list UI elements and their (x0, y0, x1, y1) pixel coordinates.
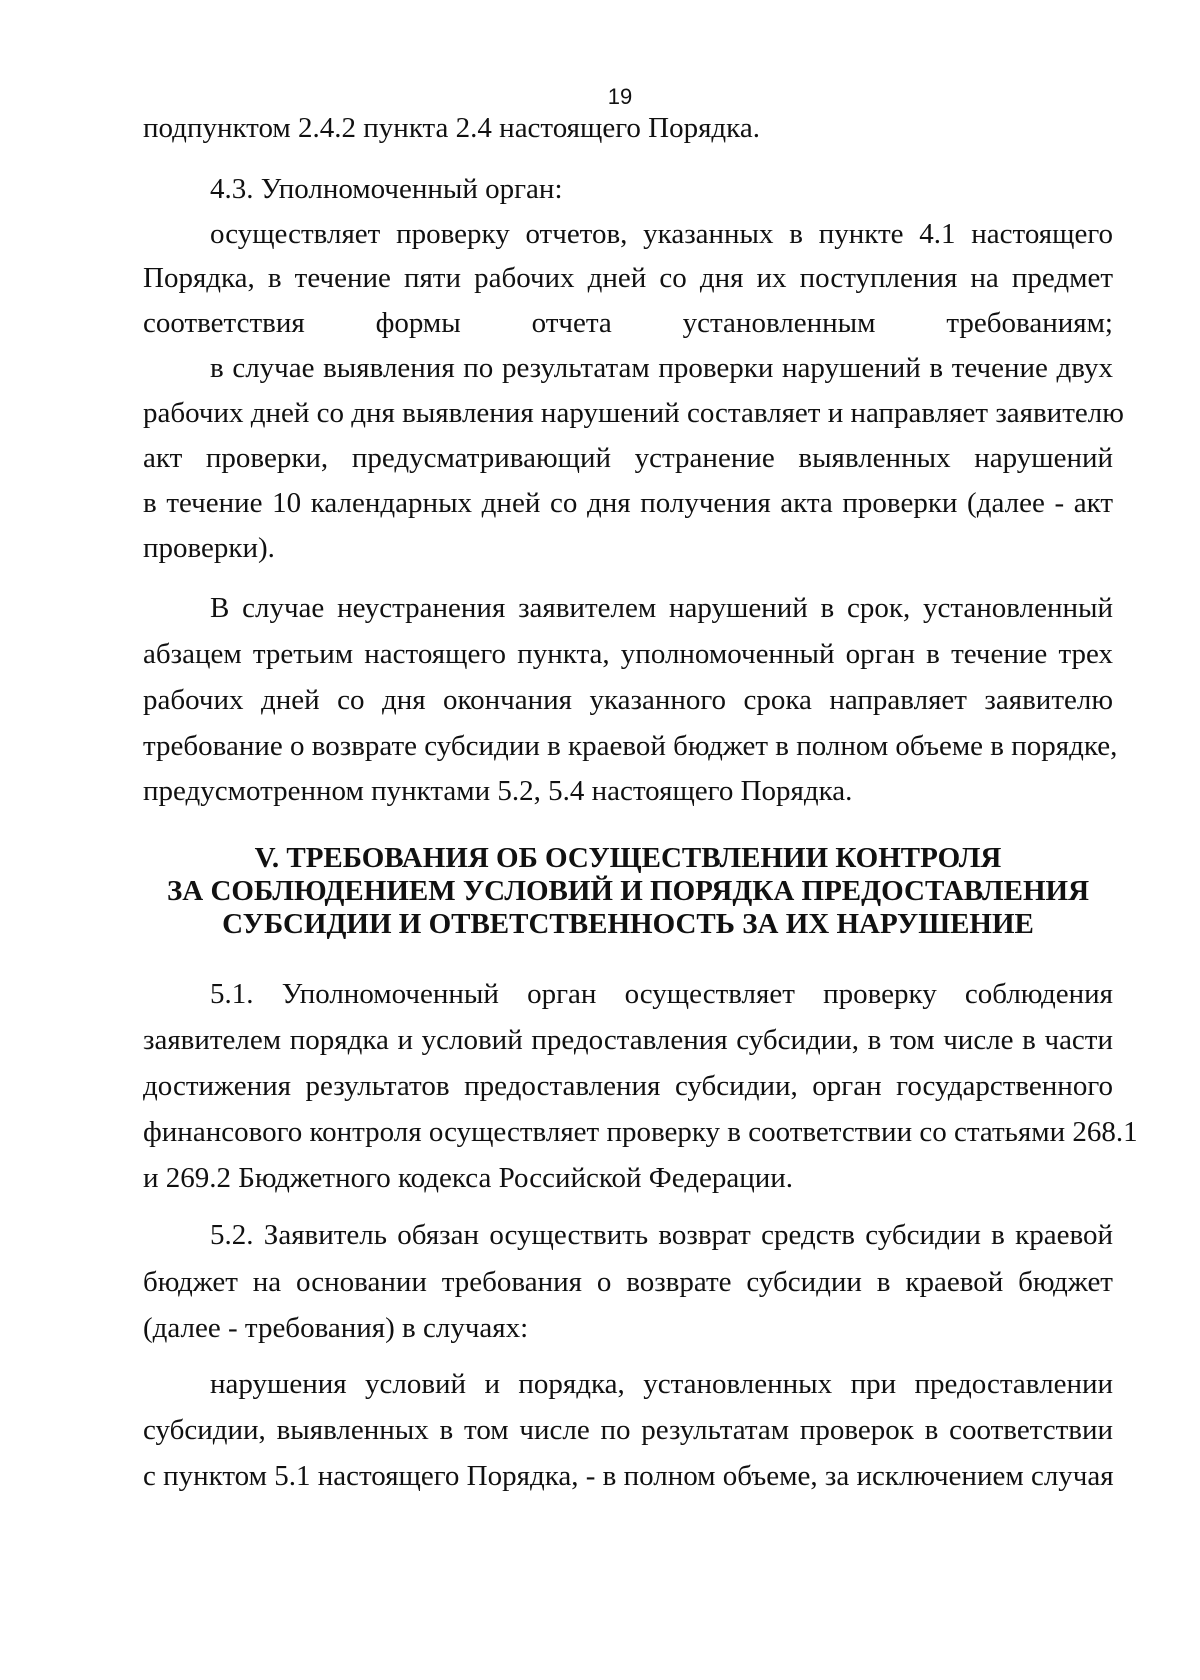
text-line: заявителем порядка и условий предоставления субсидии, в том числе в части (143, 1024, 1113, 1056)
text-line: В случае неустранения заявителем нарушений в срок, установленный (210, 592, 1113, 624)
text-line: (далее - требования) в случаях: (143, 1312, 529, 1344)
text-line: в течение 10 календарных дней со дня получения акта проверки (далее - акт (143, 487, 1113, 519)
text-line: 5.1. Уполномоченный орган осуществляет проверку соблюдения (210, 978, 1113, 1010)
text-line: требование о возврате субсидии в краевой бюджет в полном объеме в порядке, (143, 730, 1118, 762)
text-line: рабочих дней со дня выявления нарушений составляет и направляет заявителю (143, 397, 1124, 429)
text-line: финансового контроля осуществляет проверку в соответствии со статьями 268.1 (143, 1116, 1138, 1148)
text-line: бюджет на основании требования о возврате субсидии в краевой бюджет (143, 1266, 1113, 1298)
text-line: 5.2. Заявитель обязан осуществить возврат средств субсидии в краевой (210, 1219, 1113, 1251)
text-line: субсидии, выявленных в том числе по результатам проверок в соответствии (143, 1414, 1113, 1446)
section-heading-line: ЗА СОБЛЮДЕНИЕМ УСЛОВИЙ И ПОРЯДКА ПРЕДОСТАВЛЕНИЯ (166, 875, 1090, 907)
text-line: соответствия формы отчета установленным требованиям; (143, 307, 1113, 339)
text-line: с пунктом 5.1 настоящего Порядка, - в полном объеме, за исключением случая (143, 1460, 1114, 1492)
text-line: осуществляет проверку отчетов, указанных в пункте 4.1 настоящего (210, 218, 1113, 250)
text-line: предусмотренном пунктами 5.2, 5.4 настоящего Порядка. (143, 775, 853, 807)
section-heading-line: СУБСИДИИ И ОТВЕТСТВЕННОСТЬ ЗА ИХ НАРУШЕНИЕ (222, 908, 1034, 940)
section-heading-line: V. ТРЕБОВАНИЯ ОБ ОСУЩЕСТВЛЕНИИ КОНТРОЛЯ (254, 842, 1002, 874)
text-line: проверки). (143, 532, 275, 564)
text-line: Порядка, в течение пяти рабочих дней со дня их поступления на предмет (143, 262, 1113, 294)
text-line: подпунктом 2.4.2 пункта 2.4 настоящего Порядка. (143, 112, 760, 144)
text-line: рабочих дней со дня окончания указанного срока направляет заявителю (143, 684, 1113, 716)
page-number: 19 (607, 84, 633, 109)
text-line: абзацем третьим настоящего пункта, уполномоченный орган в течение трех (143, 638, 1113, 670)
text-line: нарушения условий и порядка, установленных при предоставлении (210, 1368, 1113, 1400)
text-line: в случае выявления по результатам проверки нарушений в течение двух (210, 352, 1113, 384)
text-line: акт проверки, предусматривающий устранение выявленных нарушений (143, 442, 1113, 474)
text-line: и 269.2 Бюджетного кодекса Российской Федерации. (143, 1162, 794, 1194)
text-line: достижения результатов предоставления субсидии, орган государственного (143, 1070, 1113, 1102)
clause-title: 4.3. Уполномоченный орган: (210, 173, 563, 205)
